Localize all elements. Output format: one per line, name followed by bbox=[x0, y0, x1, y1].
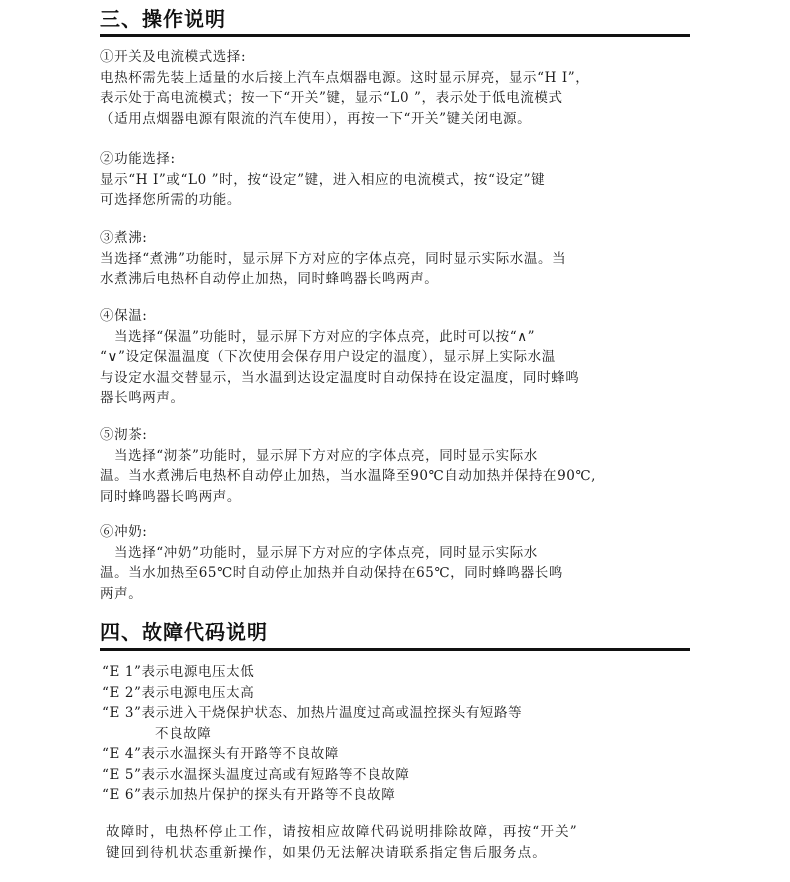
fault-code-e3: “E 3”表示进入干烧保护状态、加热片温度过高或温控探头有短路等 bbox=[102, 705, 523, 721]
item-text-line: 温。当水加热至65℃时自动停止加热并自动保持在65℃，同时蜂鸣器长鸣 bbox=[100, 565, 563, 581]
fault-code-e5: “E 5”表示水温探头温度过高或有短路等不良故障 bbox=[102, 766, 410, 783]
closing-text-line: 键回到待机状态重新操作，如果仍无法解决请联系指定售后服务点。 bbox=[106, 844, 547, 861]
item-heading: ⑤沏茶: bbox=[100, 427, 148, 443]
item-heading: ①开关及电流模式选择: bbox=[100, 49, 247, 65]
item-text-line: 与设定水温交替显示，当水温到达设定温度时自动保持在设定温度，同时蜂鸣 bbox=[100, 369, 580, 386]
item-text-line: 显示“H I”或“L0 ”时，按“设定”键，进入相应的电流模式，按“设定”键 bbox=[100, 171, 546, 188]
section-4-title: 四、故障代码说明 bbox=[100, 620, 268, 644]
closing-text-line: 故障时，电热杯停止工作，请按相应故障代码说明排除故障，再按“开关” bbox=[106, 824, 578, 840]
item-text-line: 电热杯需先装上适量的水后接上汽车点烟器电源。这时显示屏亮，显示“H I”， bbox=[100, 69, 590, 86]
item-power-mode bbox=[100, 47, 700, 129]
item-keep-warm bbox=[100, 306, 700, 409]
item-heading: ②功能选择: bbox=[100, 151, 176, 167]
section-4-rule bbox=[100, 648, 690, 651]
item-text-line: 可选择您所需的功能。 bbox=[100, 192, 241, 208]
fault-code-e1: “E 1”表示电源电压太低 bbox=[102, 664, 255, 680]
fault-code-e6: “E 6”表示加热片保护的探头有开路等不良故障 bbox=[102, 787, 396, 803]
item-heading: ④保温: bbox=[100, 308, 148, 324]
item-text-line: 温。当水煮沸后电热杯自动停止加热，当水温降至90℃自动加热并保持在90℃, bbox=[100, 468, 597, 484]
fault-code-e3-continued: 不良故障 bbox=[155, 725, 212, 742]
item-text-line: 两声。 bbox=[100, 585, 143, 602]
item-text-line: 同时蜂鸣器长鸣两声。 bbox=[100, 488, 241, 505]
fault-code-e4: “E 4”表示水温探头有开路等不良故障 bbox=[102, 746, 339, 762]
item-heading: ③煮沸: bbox=[100, 230, 148, 246]
section-3-rule bbox=[100, 34, 690, 37]
fault-closing-note bbox=[106, 822, 706, 863]
item-heading: ⑥冲奶: bbox=[100, 524, 148, 540]
item-text-line: 表示处于高电流模式；按一下“开关”键，显示“L0 ”，表示处于低电流模式 bbox=[100, 90, 563, 106]
item-text-line: 当选择“冲奶”功能时，显示屏下方对应的字体点亮，同时显示实际水 bbox=[114, 544, 538, 561]
item-milk bbox=[100, 522, 700, 604]
item-text-line: 当选择“沏茶”功能时，显示屏下方对应的字体点亮，同时显示实际水 bbox=[114, 447, 538, 464]
item-text-line: 器长鸣两声。 bbox=[100, 390, 185, 406]
section-3-title: 三、操作说明 bbox=[100, 7, 226, 31]
item-text-line: 水煮沸后电热杯自动停止加热，同时蜂鸣器长鸣两声。 bbox=[100, 271, 439, 287]
item-text-line: 当选择“保温”功能时，显示屏下方对应的字体点亮，此时可以按“∧” bbox=[114, 328, 536, 345]
item-tea bbox=[100, 425, 700, 507]
item-text-line: “∨”设定保温温度（下次使用会保存用户设定的温度），显示屏上实际水温 bbox=[100, 349, 556, 365]
item-function-select bbox=[100, 149, 700, 211]
item-text-line: 当选择“煮沸”功能时，显示屏下方对应的字体点亮，同时显示实际水温。当 bbox=[100, 250, 567, 267]
item-boil bbox=[100, 228, 700, 290]
item-text-line: （适用点烟器电源有限流的汽车使用），再按一下“开关”键关闭电源。 bbox=[100, 110, 532, 127]
fault-code-e2: “E 2”表示电源电压太高 bbox=[102, 684, 255, 701]
fault-code-list bbox=[102, 662, 702, 806]
